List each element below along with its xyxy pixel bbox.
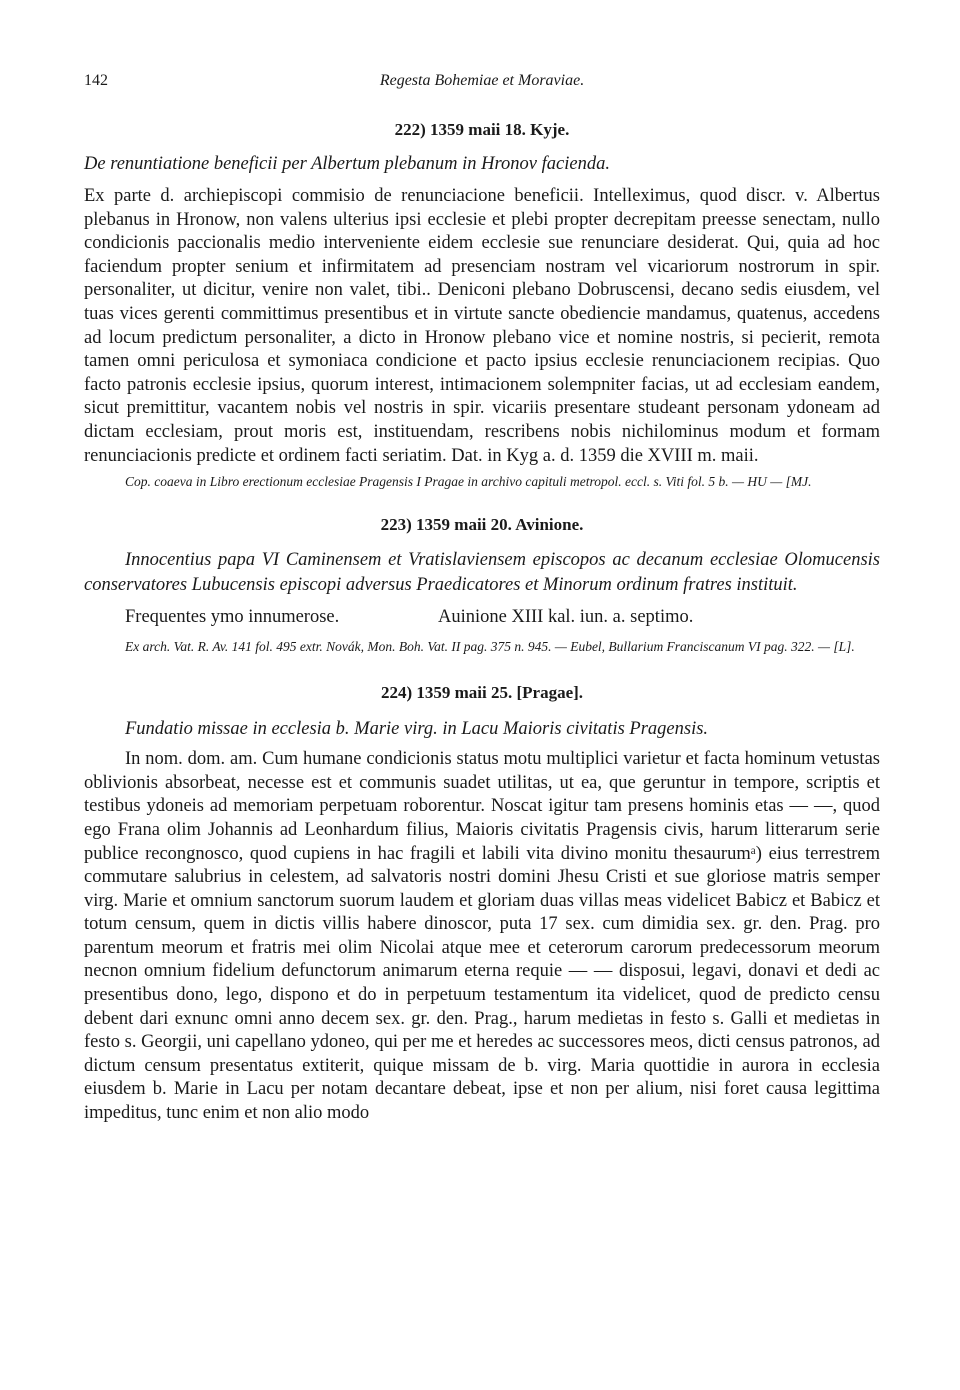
entry-incipit: Frequentes ymo innumerose. xyxy=(125,607,340,628)
running-header xyxy=(84,72,880,100)
entry-dating: Auinione XIII kal. iun. a. septimo. xyxy=(438,607,694,628)
incipit-row xyxy=(84,607,880,631)
entry-summary: Fundatio missae in ecclesia b. Marie virg. in Lacu Maioris civitatis Pragensis. xyxy=(125,719,709,740)
entry-heading: 222) 1359 maii 18. Kyje. xyxy=(394,120,570,139)
document-page xyxy=(84,72,880,1126)
entry-222 xyxy=(84,120,880,490)
entry-text: In nom. dom. am. Cum humane condicionis status motu multiplici varietur et facta hominum vetustas oblivionis absorbeat, necesse est et communis suadet utilitas, ut ea, que geruntur in tempore, scriptis et testibus ydoneis ad memoriam perpetuam roborentur. Noscat igitur tam presens hominis etas — —, quod ego Frana olim Johannis ad Leonhardum filius, Maioris civitatis Pragensis civis, harum litterarum serie publice recongnosco, quod cupiens in hac fragili et labili vita divino monitu thesaurumᵃ) eius terrestrem commutare salubrius in celestem, ad salvatoris nostri domini Jhesu Cristi et sue gloriose matris semper virg. Marie et omnium sanctorum suorum laudem et gloriam duas villas meas videlicet Babicz et Babicz et totum censum, quem in dictis villis habere dinoscor, puta 17 sex. cum dimidia sex. gr. den. Prag. pro parentum meorum et fratris mei olim Nicolai atque mee et ceterorum carorum predecessorum meorum necnon omnium fidelium defunctorum animarum eterna requie — — disposui, legavi, donavi et dedi ac presentibus dono, lego, dispono et do in perpetuum testamentum ita videlicet, quod de predicto censu debent dari exnunc omni anno decem sex. gr. den. Prag., harum medietas in festo s. Galli et medietas in festo s. Georgii, uni capellano ydoneo, qui per me et heredes ac successores meos, dicti census patronos, ad dictum censum presentatus extiterit, quique missam de b. virg. Maria quottidie in aurora in ecclesia eiusdem b. Marie in Lacu per notam decantare debeat, ipse et non per alium, nisi foret causa legittima impeditus, tunc enim et non alio modo xyxy=(84,749,880,1124)
entry-text: Ex parte d. archiepiscopi commisio de renunciacione beneficii. Intelleximus, quod discr. v. Albertus plebanus in Hronow, non valens ulterius ipsi ecclesie et plebi propter decrepitam preesse senectam, nullo condicionis paccionalis medio interveniente eidem ecclesie sue renunciare desiderat. Qui, quia ad hoc faciendum propter senium et infirmitatem ad presenciam nostram vel vicariorum nostrorum in spir. personaliter, ut dicitur, venire non valet, tibi.. Deniconi plebano Dobruscensi, decano sedis eiusdem, vel tuas vices gerenti committimus presentibus et in virtute sancte obediencie mandamus, quatenus, accedens ad locum predictum personaliter, a dicto in Hronow plebano vice et nomine nostris, si pecierit, remota tamen omni periculosa et symoniaca condicione et pacto ipsius ecclesie renunciacionem recipias. Quo facto patronis ecclesie ipsius, quorum interest, intimacionem solempniter facias, ut ad ecclesiam eandem, sicut premittitur, vacantem nobis vel nostris in spir. vicariis presentare studeant personam ydoneam ad dictam ecclesiam, prout moris est, instituendam, rescribens nobis nichilominus modum et formam renunciacionis predicte et ordinem facti seriatim. Dat. in Kyg a. d. 1359 die XVIII m. maii. xyxy=(84,186,880,466)
page-number: 142 xyxy=(84,72,108,89)
entry-summary: De renuntiatione beneficii per Albertum plebanum in Hronov facienda. xyxy=(84,154,610,174)
entry-224 xyxy=(84,683,880,1126)
entry-223 xyxy=(84,515,880,655)
entry-source-note: Cop. coaeva in Libro erectionum ecclesiae Pragensis I Pragae in archivo capituli metropol. eccl. s. Viti fol. 5 b. — HU — [MJ. xyxy=(125,474,812,490)
entry-source-note: Ex arch. Vat. R. Av. 141 fol. 495 extr. Novák, Mon. Boh. Vat. II pag. 375 n. 945. — Eubel, Bullarium Franciscanum VI pag. 322. — [L]. xyxy=(125,639,855,655)
entry-summary: Innocentius papa VI Caminensem et Vratislaviensem episcopos ac decanum ecclesiae Olomucensis conservatores Lubucensis episcopi adversus Praedicatores et Minorum ordinum fratres instituit. xyxy=(84,550,880,596)
entry-heading: 224) 1359 maii 25. [Pragae]. xyxy=(380,683,584,703)
running-title: Regesta Bohemiae et Moraviae. xyxy=(379,72,585,89)
entry-heading: 223) 1359 maii 20. Avinione. xyxy=(380,515,584,535)
